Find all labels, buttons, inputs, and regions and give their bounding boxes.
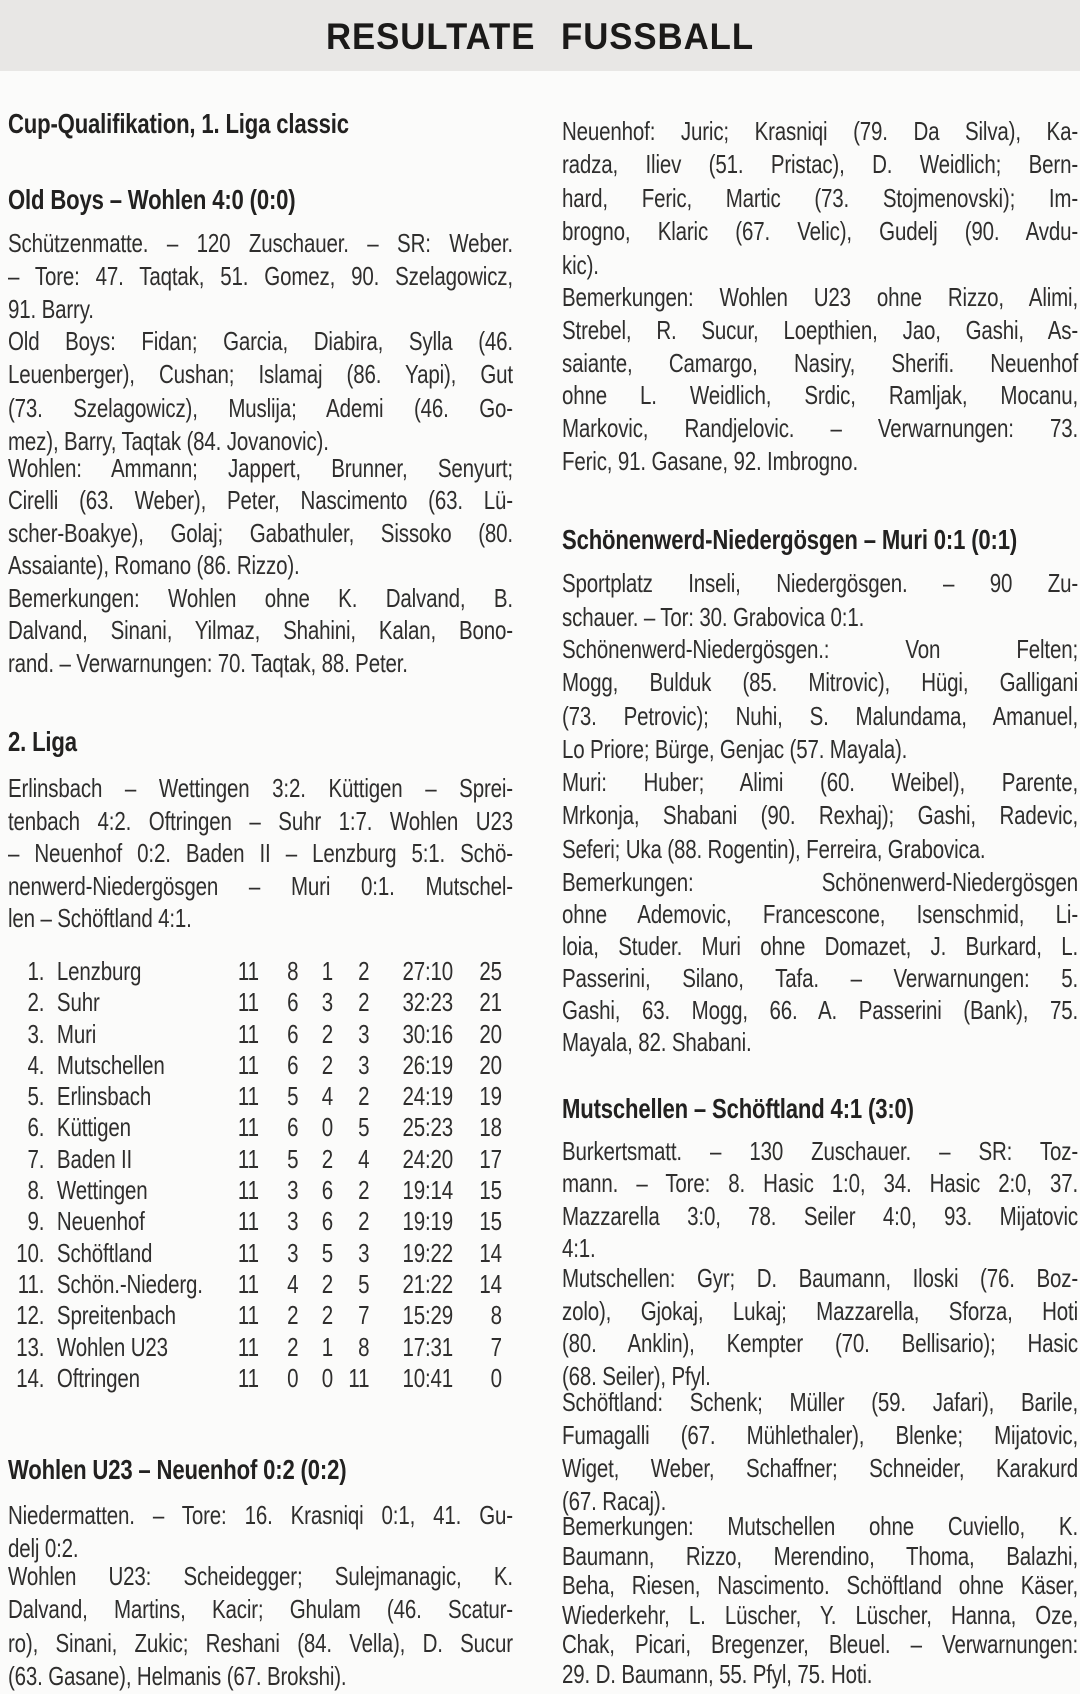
- table-cell-d: 3: [321, 987, 334, 1018]
- table-cell-goals: 25:23: [402, 1112, 453, 1143]
- table-cell-gp: 11: [237, 1112, 259, 1143]
- table-cell-pts: 7: [490, 1331, 502, 1362]
- table-cell-pts: 21: [479, 987, 502, 1018]
- table-cell-team: Neuenhof: [56, 1206, 145, 1237]
- text-line: Burkertsmatt. – 130 Zuschauer. – SR: Toz-: [562, 1136, 1079, 1166]
- bemerkungen-oldboys-wohlen: [8, 582, 513, 679]
- table-cell-gp: 11: [237, 1049, 259, 1080]
- match-info-wohlenu23: [8, 1499, 513, 1565]
- table-cell-d: 6: [321, 1206, 334, 1237]
- table-row: [8, 1175, 502, 1206]
- table-row: [8, 1300, 502, 1331]
- table-cell-l: 5: [358, 1112, 370, 1143]
- match-heading-mutschellen-schoeftland: Mutschellen – Schöftland 4:1 (3:0): [562, 1093, 914, 1124]
- bemerkungen-mutschellen-schoeftland: [562, 1512, 1078, 1689]
- table-cell-w: 3: [287, 1206, 299, 1237]
- text-line: (68. Seiler), Pfyl.: [562, 1360, 711, 1391]
- table-cell-pts: 25: [479, 956, 502, 986]
- table-cell-l: 11: [348, 1362, 370, 1393]
- table-cell-d: 0: [321, 1112, 334, 1143]
- table-cell-d: 2: [321, 1300, 334, 1331]
- table-cell-goals: 19:22: [402, 1237, 453, 1268]
- table-cell-rank: 11.: [17, 1268, 45, 1299]
- text-line: 29. D. Baumann, 55. Pfyl, 75. Hoti.: [562, 1658, 873, 1689]
- table-cell-goals: 24:20: [402, 1143, 453, 1174]
- text-line: brogno, Klaric (67. Velic), Gudelj (90. Avdu-: [562, 216, 1079, 247]
- text-line: ro), Sinani, Zukic; Reshani (84. Vella), D. Sucur: [8, 1627, 513, 1658]
- text-line: kic).: [562, 249, 599, 280]
- table-row: [8, 1238, 502, 1269]
- text-line: delj 0:2.: [8, 1533, 79, 1563]
- column-right: [562, 0, 1079, 1689]
- table-cell-w: 3: [287, 1175, 299, 1206]
- table-cell-gp: 11: [237, 1081, 259, 1112]
- lineup-mutschellen: [562, 1262, 1078, 1392]
- text-line: Passerini, Silano, Tafa. – Verwarnungen: 5.: [562, 963, 1079, 993]
- table-cell-rank: 13.: [16, 1331, 45, 1362]
- text-line: Fumagalli (67. Mühlethaler), Blenke; Mijatovic,: [562, 1420, 1079, 1450]
- text-line: len – Schöftland 4:1.: [8, 903, 192, 934]
- text-line: ohne Ademovic, Francescone, Isenschmid, Li-: [562, 899, 1079, 929]
- text-line: ohne L. Weidlich, Srdic, Ramljak, Mocanu,: [562, 380, 1079, 411]
- table-cell-gp: 11: [237, 1018, 259, 1049]
- table-cell-goals: 10:41: [402, 1362, 453, 1393]
- table-cell-goals: 26:19: [402, 1049, 453, 1080]
- table-cell-w: 2: [287, 1300, 299, 1331]
- text-line: Dalvand, Martins, Kacir; Ghulam (46. Scatur-: [8, 1594, 513, 1625]
- table-cell-pts: 14: [479, 1268, 502, 1299]
- text-line: tenbach 4:2. Oftringen – Suhr 1:7. Wohlen U23: [8, 805, 513, 836]
- lineup-muri: [562, 766, 1078, 866]
- table-cell-d: 2: [321, 1143, 334, 1174]
- text-line: Feric, 91. Gasane, 92. Imbrogno.: [562, 445, 858, 476]
- text-line: Bemerkungen: Mutschellen ohne Cuviello, K.: [562, 1511, 1079, 1541]
- page-title: RESULTATE FUSSBALL: [325, 16, 755, 57]
- column-left: [8, 0, 513, 1692]
- table-cell-w: 6: [287, 1049, 299, 1080]
- table-cell-team: Oftringen: [56, 1362, 140, 1393]
- table-cell-goals: 15:29: [402, 1300, 453, 1331]
- table-cell-d: 6: [321, 1175, 334, 1206]
- match-info-mutschellen: [562, 1135, 1078, 1265]
- text-line: (73. Szelagowicz), Muslija; Ademi (46. Go-: [8, 392, 513, 423]
- table-cell-team: Erlinsbach: [56, 1081, 152, 1112]
- table-cell-gp: 11: [237, 1268, 259, 1299]
- table-cell-gp: 11: [237, 1362, 259, 1393]
- table-cell-pts: 0: [490, 1362, 502, 1393]
- table-cell-w: 6: [287, 1112, 299, 1143]
- league-table-2-liga: [8, 956, 502, 1394]
- lineup-neuenhof: [562, 115, 1078, 282]
- table-cell-rank: 1.: [27, 956, 45, 986]
- table-cell-team: Wettingen: [56, 1175, 148, 1206]
- table-cell-l: 3: [358, 1049, 370, 1080]
- table-cell-d: 1: [321, 1331, 334, 1362]
- text-line: Schützenmatte. – 120 Zuschauer. – SR: Weber.: [8, 228, 513, 258]
- table-cell-gp: 11: [237, 1206, 259, 1237]
- table-cell-w: 2: [287, 1331, 299, 1362]
- table-row: [8, 1081, 502, 1112]
- text-line: Wohlen U23: Scheidegger; Sulejmanagic, K.: [8, 1561, 513, 1591]
- table-row: [8, 1112, 502, 1143]
- results-2-liga: [8, 772, 513, 935]
- text-line: Mrkonja, Shabani (90. Rexhaj); Gashi, Radevic,: [562, 800, 1079, 831]
- text-line: Mazzarella 3:0, 78. Seiler 4:0, 93. Mijatovic: [562, 1200, 1079, 1231]
- text-line: Erlinsbach – Wettingen 3:2. Küttigen – Sprei-: [8, 773, 513, 803]
- table-cell-gp: 11: [237, 1175, 259, 1206]
- table-cell-rank: 12.: [16, 1300, 45, 1331]
- text-line: 91. Barry.: [8, 294, 94, 324]
- text-line: saiante, Camargo, Nasiry, Sherifi. Neuenhof: [562, 347, 1079, 378]
- text-line: Markovic, Randjelovic. – Verwarnungen: 73.: [562, 413, 1079, 444]
- bemerkungen-schoenenwerd-muri: [562, 866, 1078, 1058]
- table-cell-w: 0: [287, 1362, 299, 1393]
- text-line: Leuenberger), Cushan; Islamaj (86. Yapi), Gut: [8, 359, 513, 390]
- match-heading-wohlenu23-neuenhof: Wohlen U23 – Neuenhof 0:2 (0:2): [8, 1454, 347, 1485]
- table-cell-pts: 14: [479, 1237, 502, 1268]
- lineup-schoenenwerd: [562, 633, 1078, 767]
- table-cell-rank: 8.: [27, 1175, 45, 1206]
- table-cell-l: 2: [358, 1206, 370, 1237]
- text-line: Bemerkungen: Wohlen U23 ohne Rizzo, Alimi,: [562, 282, 1079, 312]
- table-cell-pts: 18: [479, 1112, 502, 1143]
- table-cell-gp: 11: [237, 1300, 259, 1331]
- table-cell-rank: 2.: [27, 987, 45, 1018]
- text-line: scher-Boakye), Golaj; Gabathuler, Sissoko (80.: [8, 517, 513, 548]
- table-cell-d: 0: [321, 1362, 334, 1393]
- table-cell-l: 8: [358, 1331, 370, 1362]
- lineup-wohlenu23: [8, 1560, 513, 1694]
- text-line: hard, Feric, Martic (73. Stojmenovski); Im-: [562, 182, 1079, 213]
- table-cell-team: Schön.-Niederg.: [56, 1268, 203, 1299]
- table-row: [8, 1269, 502, 1300]
- table-cell-w: 6: [287, 987, 299, 1018]
- table-cell-w: 8: [287, 956, 299, 986]
- text-line: Baumann, Rizzo, Merendino, Thoma, Balazhi,: [562, 1540, 1079, 1571]
- text-line: nenwerd-Niedergösgen – Muri 0:1. Mutschel-: [8, 870, 513, 901]
- text-line: 4:1.: [562, 1233, 596, 1264]
- table-cell-rank: 6.: [27, 1112, 45, 1143]
- table-cell-gp: 11: [237, 956, 259, 986]
- text-line: loia, Studer. Muri ohne Domazet, J. Burkard, L.: [562, 931, 1079, 961]
- table-cell-l: 5: [358, 1268, 370, 1299]
- text-line: Sportplatz Inseli, Niedergösgen. – 90 Zu-: [562, 568, 1079, 598]
- table-cell-team: Muri: [56, 1018, 97, 1049]
- text-line: rand. – Verwarnungen: 70. Taqtak, 88. Peter.: [8, 647, 408, 678]
- table-cell-pts: 20: [479, 1018, 502, 1049]
- table-cell-goals: 21:22: [402, 1268, 453, 1299]
- table-cell-l: 2: [358, 956, 370, 986]
- table-cell-team: Mutschellen: [56, 1049, 165, 1080]
- table-cell-goals: 24:19: [402, 1081, 453, 1112]
- table-cell-team: Spreitenbach: [56, 1300, 176, 1331]
- table-cell-d: 5: [321, 1237, 334, 1268]
- table-cell-gp: 11: [237, 1331, 259, 1362]
- table-row: [8, 987, 502, 1018]
- text-line: Wiget, Weber, Schaffner; Schneider, Karakurd: [562, 1453, 1079, 1483]
- table-cell-pts: 17: [479, 1143, 502, 1174]
- text-line: Cirelli (63. Weber), Peter, Nascimento (63. Lü-: [8, 485, 513, 516]
- table-cell-rank: 14.: [16, 1362, 45, 1393]
- table-cell-rank: 10.: [16, 1237, 45, 1268]
- lineup-schoeftland: [562, 1386, 1078, 1518]
- table-cell-l: 7: [358, 1300, 370, 1331]
- table-cell-gp: 11: [237, 987, 259, 1018]
- text-line: Schönenwerd-Niedergösgen.: Von Felten;: [562, 634, 1079, 664]
- section-heading-2-liga: 2. Liga: [8, 726, 77, 757]
- text-line: Old Boys: Fidan; Garcia, Diabira, Sylla (46.: [8, 326, 513, 356]
- text-line: Bemerkungen: Wohlen ohne K. Dalvand, B.: [8, 583, 513, 613]
- match-heading-oldboys-wohlen: Old Boys – Wohlen 4:0 (0:0): [8, 184, 296, 215]
- table-cell-rank: 4.: [27, 1049, 45, 1080]
- text-line: Gashi, 63. Mogg, 66. A. Passerini (Bank), 75.: [562, 995, 1079, 1025]
- table-cell-team: Schöftland: [56, 1237, 153, 1268]
- table-cell-w: 4: [287, 1268, 299, 1299]
- text-line: Mutschellen: Gyr; D. Baumann, Iloski (76. Boz-: [562, 1263, 1079, 1293]
- table-cell-l: 4: [358, 1143, 370, 1174]
- text-line: mann. – Tore: 8. Hasic 1:0, 34. Hasic 2:0, 37.: [562, 1168, 1079, 1199]
- table-cell-w: 6: [287, 1018, 299, 1049]
- text-line: Strebel, R. Sucur, Loepthien, Jao, Gashi, As-: [562, 314, 1079, 345]
- table-cell-d: 2: [321, 1268, 334, 1299]
- table-cell-l: 2: [358, 1175, 370, 1206]
- text-line: Assaiante), Romano (86. Rizzo).: [8, 550, 300, 581]
- table-cell-gp: 11: [237, 1143, 259, 1174]
- table-cell-w: 5: [287, 1081, 299, 1112]
- table-cell-l: 2: [358, 1081, 370, 1112]
- match-heading-schoenenwerd-muri: Schönenwerd-Niedergösgen – Muri 0:1 (0:1): [562, 524, 1018, 555]
- text-line: (63. Gasane), Helmanis (67. Brokshi).: [8, 1661, 347, 1692]
- table-cell-goals: 32:23: [402, 987, 453, 1018]
- text-line: – Tore: 47. Taqtak, 51. Gomez, 90. Szelagowicz,: [8, 261, 513, 291]
- table-cell-pts: 15: [479, 1206, 502, 1237]
- table-cell-gp: 11: [237, 1237, 259, 1268]
- lineup-wohlen: [8, 452, 513, 582]
- text-line: (80. Anklin), Kempter (70. Bellisario); Hasic: [562, 1328, 1079, 1358]
- table-cell-d: 2: [321, 1018, 334, 1049]
- table-cell-goals: 17:31: [402, 1331, 453, 1362]
- section-heading-cup-qualifikation: Cup-Qualifikation, 1. Liga classic: [8, 108, 349, 139]
- text-line: Chak, Picari, Bregenzer, Bleuel. – Verwarnungen:: [562, 1629, 1079, 1659]
- text-line: radza, Iliev (51. Pristac), D. Weidlich; Bern-: [562, 149, 1079, 180]
- table-cell-w: 3: [287, 1237, 299, 1268]
- table-cell-d: 1: [321, 956, 334, 986]
- table-cell-goals: 27:10: [402, 956, 453, 986]
- table-cell-rank: 9.: [27, 1206, 45, 1237]
- text-line: Lo Priore; Bürge, Genjac (57. Mayala).: [562, 734, 908, 765]
- bemerkungen-wohlenu23-neuenhof: [562, 281, 1078, 478]
- text-line: Beha, Riesen, Nascimento. Schöftland ohne Käser,: [562, 1570, 1079, 1600]
- table-cell-l: 3: [358, 1018, 370, 1049]
- table-cell-team: Wohlen U23: [56, 1331, 168, 1362]
- table-cell-rank: 3.: [27, 1018, 45, 1049]
- table-cell-pts: 19: [479, 1081, 502, 1112]
- table-cell-team: Küttigen: [56, 1112, 131, 1143]
- text-line: Niedermatten. – Tore: 16. Krasniqi 0:1, 41. Gu-: [8, 1500, 513, 1530]
- text-line: Seferi; Uka (88. Rogentin), Ferreira, Grabovica.: [562, 833, 986, 864]
- text-line: Neuenhof: Juric; Krasniqi (79. Da Silva), Ka-: [562, 116, 1079, 146]
- table-row: [8, 1206, 502, 1237]
- table-cell-goals: 30:16: [402, 1018, 453, 1049]
- match-info-schoenenwerd: [562, 567, 1078, 634]
- text-line: schauer. – Tor: 30. Grabovica 0:1.: [562, 601, 865, 632]
- table-row: [8, 1019, 502, 1050]
- text-line: Wiederkehr, L. Lüscher, Y. Lüscher, Hanna, Oze,: [562, 1599, 1079, 1630]
- table-cell-team: Baden II: [56, 1143, 133, 1174]
- lineup-oldboys: [8, 325, 513, 459]
- table-cell-rank: 5.: [27, 1081, 45, 1112]
- table-cell-w: 5: [287, 1143, 299, 1174]
- text-line: (73. Petrovic); Nuhi, S. Malundama, Amanuel,: [562, 700, 1079, 731]
- table-cell-pts: 8: [490, 1300, 502, 1331]
- table-cell-l: 3: [358, 1237, 370, 1268]
- text-line: Mayala, 82. Shabani.: [562, 1027, 752, 1057]
- table-row: [8, 1332, 502, 1363]
- match-info-oldboys: [8, 227, 513, 326]
- table-row: [8, 1144, 502, 1175]
- text-line: (67. Racaj).: [562, 1486, 667, 1516]
- text-line: Mogg, Bulduk (85. Mitrovic), Hügi, Galligani: [562, 667, 1079, 698]
- table-cell-goals: 19:14: [402, 1175, 453, 1206]
- table-cell-goals: 19:19: [402, 1206, 453, 1237]
- text-line: Dalvand, Sinani, Yilmaz, Shahini, Kalan, Bono-: [8, 615, 513, 646]
- table-cell-team: Lenzburg: [56, 956, 142, 986]
- text-line: mez), Barry, Taqtak (84. Jovanovic).: [8, 426, 329, 457]
- table-cell-team: Suhr: [56, 987, 100, 1018]
- table-cell-rank: 7.: [27, 1143, 45, 1174]
- table-row: [8, 956, 502, 987]
- text-line: Muri: Huber; Alimi (60. Weibel), Parente,: [562, 767, 1079, 797]
- table-row: [8, 1363, 502, 1394]
- table-cell-d: 2: [321, 1049, 334, 1080]
- table-cell-l: 2: [358, 987, 370, 1018]
- table-row: [8, 1050, 502, 1081]
- text-line: zolo), Gjokaj, Lukaj; Mazzarella, Sforza, Hoti: [562, 1295, 1079, 1326]
- text-line: Bemerkungen: Schönenwerd-Niedergösgen: [562, 867, 1079, 897]
- table-cell-d: 4: [321, 1081, 334, 1112]
- table-cell-pts: 15: [479, 1175, 502, 1206]
- table-cell-pts: 20: [479, 1049, 502, 1080]
- text-line: Wohlen: Ammann; Jappert, Brunner, Senyurt;: [8, 453, 513, 483]
- text-line: – Neuenhof 0:2. Baden II – Lenzburg 5:1. Schö-: [8, 838, 513, 869]
- text-line: Schöftland: Schenk; Müller (59. Jafari), Barile,: [562, 1387, 1079, 1417]
